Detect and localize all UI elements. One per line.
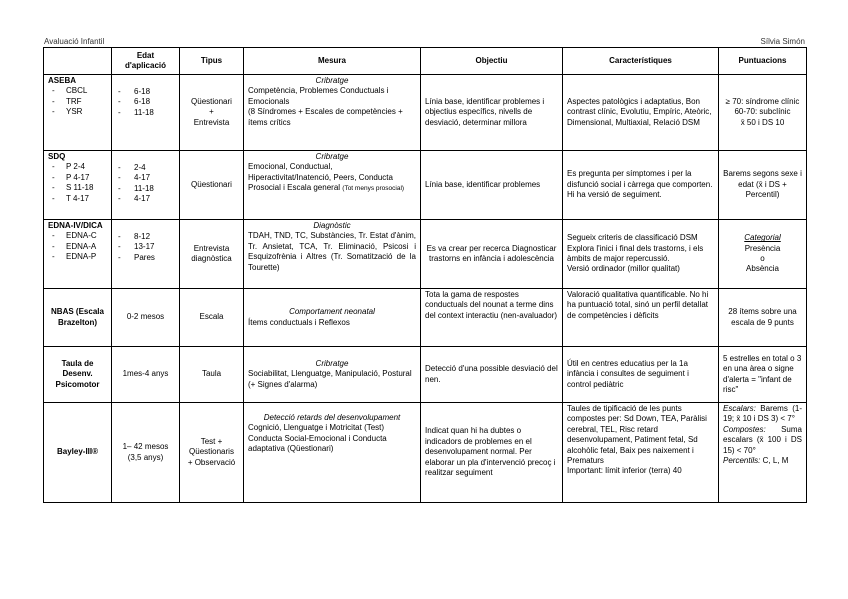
subscale: - YSR [52,107,83,117]
objectiu-cell: Tota la gama de respostes conductuals del nounat a terme dins del context interactiu (nen-avaluador) [421,289,563,347]
edat-cell: 1mes-4 anys [112,347,180,403]
subscale-label: CBCL [66,86,88,96]
subscale-label: YSR [66,107,83,117]
mesura-note: (Tot menys prosocial) [342,185,405,193]
caracteristiques-cell [563,220,719,289]
mesura-cell [244,403,421,503]
tipus-cell [180,220,244,289]
edat-cell [112,151,180,220]
instrument-name: Taula de Desenv. Psicomotor [44,347,112,403]
table-row-edna [44,220,807,289]
objectiu-cell: Indicat quan hi ha dubtes o indicadors de problemes en el desenvolupament normal. Per elaborar un pla d'intervenció precoç i realitzar seguiment [421,403,563,503]
puntuacio-text: Suma escalars (x̄ 100 i DS 15) < 70° [723,424,802,455]
caracteristiques-cell [563,403,719,503]
caracteristica-line: Important: límit inferior (terra) 40 [567,466,682,476]
instrument-title: SDQ [48,152,66,161]
mesura-text: TDAH, TND, TC, Substàncies, Tr. Estat d'ànim, Tr. Ansietat, TCA, Tr. Eliminació, Psicosi i Esquizofrènia i Altres (Tr. Somatització de la Tourette) [248,231,416,272]
age-value: 6-18 [134,87,151,96]
age-value: 11-18 [134,183,154,193]
caracteristiques-cell: Valoració qualitativa quantificable. No hi ha puntuació total, sinó un perfil detallat de competències i dèficits [563,289,719,347]
caracteristica-line: Segueix criteris de classificació DSM [567,233,698,243]
col-header-puntuacions: Puntuacions [719,48,807,75]
subscale: - S 11-18 [52,183,94,193]
mesura-cell [244,289,421,347]
mesura-text: (8 Síndromes + Escales de competències + ítems crítics [248,107,403,127]
instrument-title: ASEBA [48,76,77,85]
puntuacio-line: Absència [746,264,779,274]
table-row-taula [44,347,807,403]
edat-line: 1– 42 mesos [122,442,169,452]
puntuacions-cell [719,220,807,289]
subscale-label: T 4-17 [66,193,89,203]
age-item: - 13-17 [118,242,155,252]
subscale-label: EDNA-P [66,252,97,262]
subscale-label: P 2-4 [66,162,85,172]
table-row-sdq [44,151,807,220]
instrument-name: NBAS (Escala Brazelton) [44,289,112,347]
subscale: - EDNA-C [52,231,97,241]
objectiu-cell: Línia base, identificar problemes [421,151,563,220]
instrument-name [44,220,112,289]
tipus-line: diagnòstica [191,254,232,263]
mesura-text: Emocional, Conductual, Hiperactivitat/Inatenció, Peers, Conducta Prosocial i Escala general [248,162,393,193]
edat-cell: 0-2 mesos [112,289,180,347]
subscale: - CBCL [52,86,88,96]
subscale: - P 2-4 [52,162,85,172]
puntuacio-text: C, L, M [762,456,789,466]
age-value: Pares [134,252,155,262]
subscale: - T 4-17 [52,193,89,203]
mesura-text: Sociabilitat, Llenguatge, Manipulació, Postural (+ Signes d'alarma) [248,369,412,389]
caracteristiques-cell: Útil en centres educatius per la 1a infància i consultes de seguiment i control pediàtric [563,347,719,403]
tipus-line: Qüestionari [191,96,232,106]
puntuacio-line: Categorial [744,233,781,243]
mesura-cell [244,151,421,220]
col-header-objectiu: Objectiu [421,48,563,75]
assessment-table [43,47,807,503]
age-value: 13-17 [134,242,155,252]
mesura-cell [244,347,421,403]
tipus-line: Entrevista [193,243,230,253]
mesura-title: Cribratge [315,152,349,161]
puntuacio-line: x̄ 50 i DS 10 [740,117,785,127]
puntuacions-cell: 5 estrelles en total o 3 en una àrea o signe d'alerta = "infant de risc" [719,347,807,403]
tipus-cell [180,403,244,503]
tipus-line: Test + [200,436,223,446]
puntuacio-line: 60-70: subclínic [734,107,791,117]
caracteristica-line: Explora l'inici i final dels trastorns, i els àmbits de major repercussió. [567,243,704,263]
age-item: - Pares [118,252,155,262]
table-row-bayley [44,403,807,503]
edat-cell [112,75,180,151]
puntuacio-line: ≥ 70: síndrome clínic [725,96,800,106]
edat-cell [112,403,180,503]
caracteristiques-cell: Aspectes patològics i adaptatius, Bon contrast clínic, Evolutiu, Empíric, Ateòric, Dimensional, Multiaxial, Relació DSM [563,75,719,151]
subscale-label: EDNA-A [66,241,97,251]
tipus-cell: Taula [180,347,244,403]
age-value: 4-17 [134,173,151,183]
subscale: - P 4-17 [52,172,90,182]
age-value: 6-18 [134,97,151,107]
caracteristica-line: Taules de tipificació de les punts compostes per: Sd Down, TEA, Paràlisi cerebral, TEL, Risc retard desenvolupament, Patiment fetal, Sd alcohòlic fetal, Baix pes naixement i Prematurs [567,404,707,466]
subscale: - EDNA-A [52,241,97,251]
subscale-label: EDNA-C [66,231,97,241]
mesura-text: Ítems conductuals i Reflexos [248,317,350,327]
mesura-text: Competència, Problemes Conductuals i Emocionals [248,86,389,106]
mesura-title: Cribratge [315,76,349,85]
puntuacio-line: Presència [744,243,781,253]
age-value: 2-4 [134,163,146,172]
tipus-cell [180,151,244,220]
age-value: 11-18 [134,107,154,117]
age-item: - 8-12 [118,232,151,241]
instrument-name: Bayley-III® [44,403,112,503]
puntuacions-cell: 28 ítems sobre una escala de 9 punts [719,289,807,347]
instrument-name [44,151,112,220]
tipus-line: + [209,107,214,117]
subscale: - TRF [52,96,82,106]
caracteristica-line: Versió ordinador (millor qualitat) [567,264,680,274]
caracteristiques-cell: Es pregunta per símptomes i per la disfunció social i càrrega que comporten. Hi ha versió de seguiment. [563,151,719,220]
mesura-text: Cognició, Llenguatge i Motricitat (Test) Conducta Social-Emocional i Conducta adaptativa (Qüestionari) [248,423,387,454]
mesura-cell [244,75,421,151]
mesura-title: Diagnòstic [313,221,351,230]
instrument-title: EDNA-IV/DICA [48,221,103,230]
puntuacions-cell [719,403,807,503]
age-item: - 4-17 [118,173,151,183]
puntuacio-label: Escalars: [723,404,756,413]
tipus-line: Entrevista [193,117,230,127]
subscale-label: S 11-18 [66,183,94,193]
col-header-caracteristiques: Característiques [563,48,719,75]
tipus-line: Qüestionaris [189,447,234,457]
mesura-title: Detecció retards del desenvolupament [263,413,401,422]
objectiu-cell: Línia base, identificar problemes i objectius específics, nivells de desviació, determinar millora [421,75,563,151]
subscale-label: P 4-17 [66,172,90,182]
edat-line: (3,5 anys) [127,452,164,462]
age-item: - 6-18 [118,87,151,96]
tipus-line: Qüestionari [191,179,232,189]
age-value: 8-12 [134,232,151,241]
table-row-aseba [44,75,807,151]
objectiu-cell: Detecció d'una possible desviació del nen. [421,347,563,403]
subscale-label: TRF [66,96,82,106]
objectiu-cell: Es va crear per recerca Diagnosticar trastorns en infància i adolescència [421,220,563,289]
puntuacio-label: Percentils: [723,456,761,466]
col-header-mesura: Mesura [244,48,421,75]
edat-cell [112,220,180,289]
subscale: - EDNA-P [52,252,97,262]
age-item: - 4-17 [118,194,151,204]
tipus-cell [180,75,244,151]
col-header-tipus: Tipus [180,48,244,75]
mesura-title: Comportament neonatal [289,307,375,317]
age-item: - 11-18 [118,107,154,117]
header-right: Sílvia Simón [760,37,805,46]
tipus-cell: Escala [180,289,244,347]
header-left: Avaluació Infantil [44,37,105,46]
col-header-edat: Edat d'aplicació [112,48,180,75]
col-header-name [44,48,112,75]
age-item: - 11-18 [118,183,154,193]
age-item: - 2-4 [118,163,146,172]
puntuacio-label: Compostes: [723,424,766,434]
puntuacions-cell [719,75,807,151]
age-item: - 6-18 [118,97,151,107]
puntuacions-cell: Barems segons sexe i edat (x̄ i DS + Percentil) [719,151,807,220]
tipus-line: + Observació [187,457,236,467]
mesura-cell [244,220,421,289]
puntuacio-line: o [760,254,765,263]
mesura-title: Cribratge [315,358,349,368]
puntuacio-text: Barems (1-19; x̄ 10 i DS 3) < 7° [723,404,802,424]
header-row [44,48,807,75]
age-value: 4-17 [134,194,151,204]
table-row-nbas [44,289,807,347]
instrument-name [44,75,112,151]
